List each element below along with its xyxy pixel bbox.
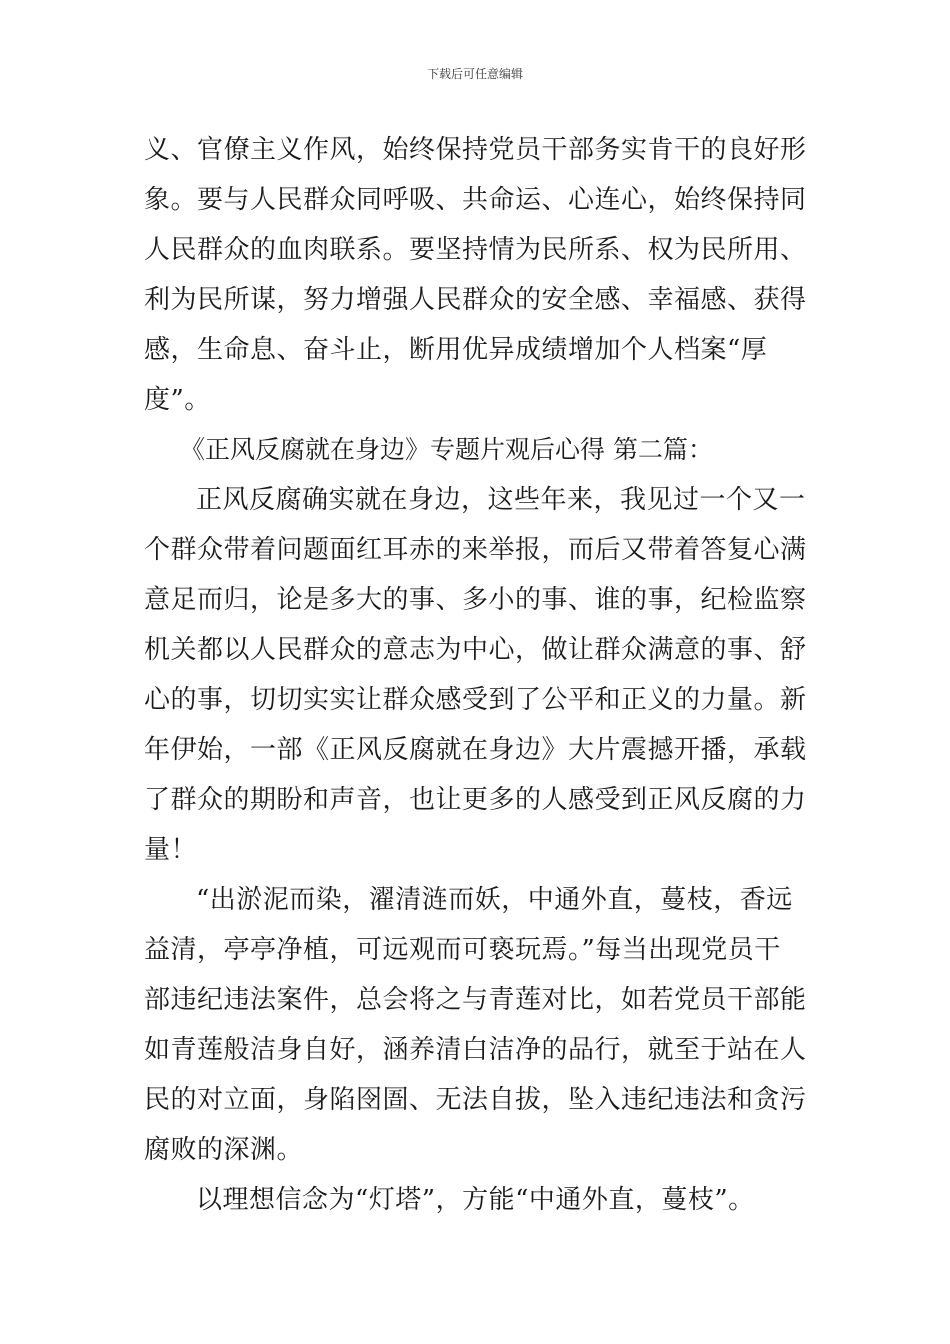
body-text-line: 腐败的深渊。: [144, 1135, 304, 1165]
body-text-line: 了群众的期盼和声音，也让更多的人感受到正风反腐的力: [144, 785, 807, 815]
body-text-line: 心的事，切切实实让群众感受到了公平和正义的力量。新: [144, 685, 807, 715]
body-text-line: 感，生命息、奋斗止，断用优异成绩增加个人档案“厚: [144, 335, 768, 365]
body-text-line: 义、官僚主义作风，始终保持党员干部务实肯干的良好形: [144, 135, 807, 165]
paragraph-first-line: “出淤泥而染，濯清涟而妖，中通外直，蔓枝，香远: [196, 885, 793, 915]
body-text-line: 民的对立面，身陷囹圄、无法自拔，坠入违纪违法和贪污: [144, 1085, 807, 1115]
body-text-line: 部违纪违法案件，总会将之与青莲对比，如若党员干部能: [144, 985, 807, 1015]
paragraph-first-line: 以理想信念为“灯塔”，方能“中通外直，蔓枝”。: [196, 1185, 755, 1215]
body-text-line: 量！: [144, 835, 198, 865]
body-text-line: 年伊始，一部《正风反腐就在身边》大片震撼开播，承载: [144, 735, 807, 765]
body-text-line: 意足而归，论是多大的事、多小的事、谁的事，纪检监察: [144, 585, 807, 615]
body-text-line: 益清，亭亭净植，可远观而可亵玩焉。”每当出现党员干: [144, 935, 781, 965]
body-text-line: 利为民所谋，努力增强人民群众的安全感、幸福感、获得: [144, 285, 807, 315]
body-text-line: 人民群众的血肉联系。要坚持情为民所系、权为民所用、: [144, 235, 807, 265]
body-text-line: 度”。: [144, 385, 211, 415]
section-heading: 《正风反腐就在身边》专题片观后心得 第二篇：: [180, 435, 713, 464]
paragraph-first-line: 正风反腐确实就在身边，这些年来，我见过一个又一: [196, 485, 806, 515]
body-text-line: 机关都以人民群众的意志为中心，做让群众满意的事、舒: [144, 635, 807, 665]
page-header-note: 下载后可任意编辑: [426, 67, 523, 81]
body-text-line: 象。要与人民群众同呼吸、共命运、心连心，始终保持同: [144, 185, 807, 215]
body-text-line: 如青莲般洁身自好，涵养清白洁净的品行，就至于站在人: [144, 1035, 807, 1065]
body-text-line: 个群众带着问题面红耳赤的来举报，而后又带着答复心满: [144, 535, 807, 565]
